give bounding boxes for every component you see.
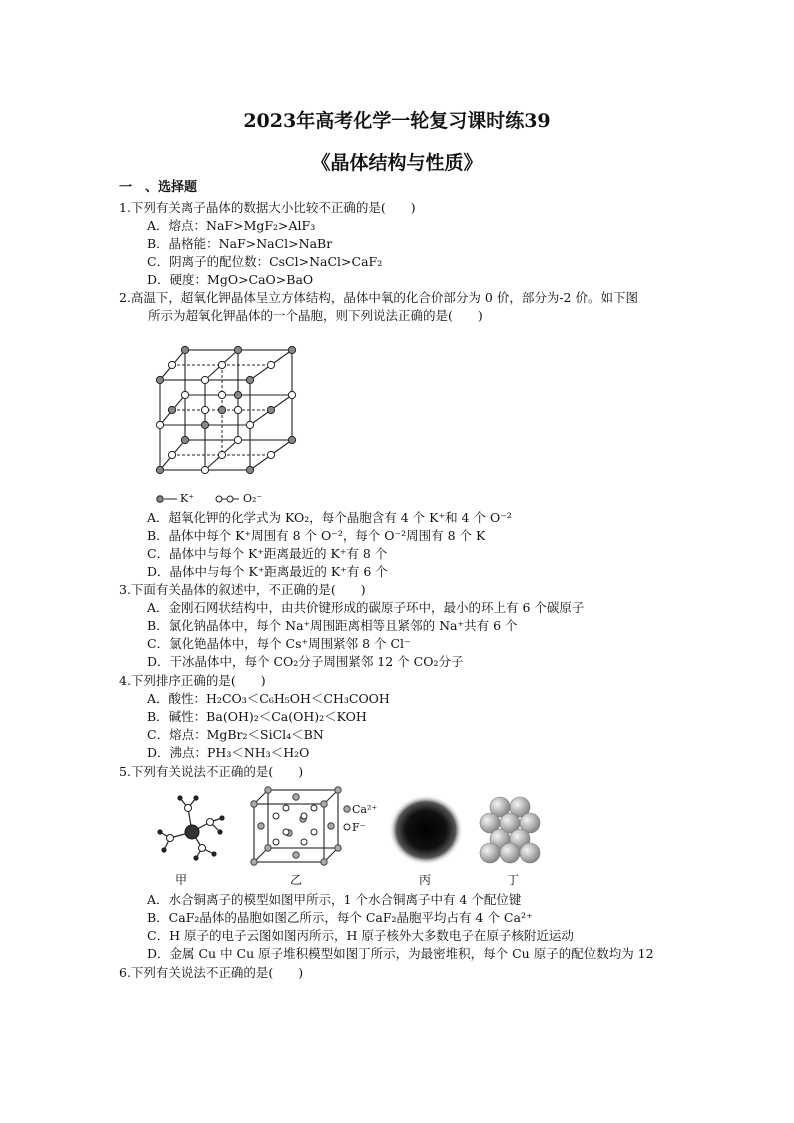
figure-label-ding: 丁 — [507, 873, 520, 887]
question-4-option-c: C．熔点：MgBr₂＜SiCl₄＜BN — [147, 727, 324, 742]
legend-o-label: O₂⁻ — [243, 492, 263, 505]
question-3-stem: 3.下面有关晶体的叙述中，不正确的是( ) — [119, 582, 366, 597]
figure-label-bing: 丙 — [419, 873, 432, 887]
question-3-option-b: B．氯化钠晶体中，每个 Na⁺周围距离相等且紧邻的 Na⁺共有 6 个 — [147, 618, 518, 633]
ko2-legend-symbols — [155, 492, 245, 506]
figure-ding-close-packing — [472, 795, 552, 865]
question-1-stem: 1.下列有关离子晶体的数据大小比较不正确的是( ) — [119, 200, 416, 215]
question-2-option-a: A．超氧化钾的化学式为 KO₂，每个晶胞含有 4 个 K⁺和 4 个 O⁻² — [147, 510, 512, 525]
question-5-option-b: B．CaF₂晶体的晶胞如图乙所示，每个 CaF₂晶胞平均占有 4 个 Ca²⁺ — [147, 910, 533, 925]
legend-f-label: F⁻ — [352, 821, 366, 834]
caf2-legend-symbols — [342, 804, 352, 834]
question-4-option-b: B．碱性：Ba(OH)₂＜Ca(OH)₂＜KOH — [147, 709, 367, 724]
figure-label-yi: 乙 — [290, 873, 303, 887]
page-subtitle: 《晶体结构与性质》 — [311, 152, 483, 174]
question-2-option-c: C．晶体中与每个 K⁺距离最近的 K⁺有 8 个 — [147, 546, 388, 561]
question-4-option-d: D．沸点：PH₃＜NH₃＜H₂O — [147, 745, 310, 760]
section-heading: 一 、选择题 — [119, 180, 198, 195]
question-6-stem: 6.下列有关说法不正确的是( ) — [119, 965, 304, 980]
page-title: 2023年高考化学一轮复习课时练39 — [243, 110, 551, 132]
figure-bing-electron-cloud — [388, 794, 464, 866]
question-2-stem-line2: 所示为超氧化钾晶体的一个晶胞，则下列说法正确的是( ) — [148, 308, 483, 323]
figure-label-jia: 甲 — [175, 873, 188, 887]
question-3-option-a: A．金刚石网状结构中，由共价键形成的碳原子环中，最小的环上有 6 个碳原子 — [147, 600, 585, 615]
question-3-option-c: C．氯化铯晶体中，每个 Cs⁺周围紧邻 8 个 Cl⁻ — [147, 636, 411, 651]
question-5-option-a: A．水合铜离子的模型如图甲所示，1 个水合铜离子中有 4 个配位键 — [147, 892, 522, 907]
question-1-option-b: B．晶格能：NaF>NaCl>NaBr — [147, 236, 333, 251]
question-2-option-b: B．晶体中每个 K⁺周围有 8 个 O⁻²，每个 O⁻²周围有 8 个 K — [147, 528, 486, 543]
question-5-option-c: C．H 原子的电子云图如图丙所示，H 原子核外大多数电子在原子核附近运动 — [147, 928, 574, 943]
question-5-option-d: D．金属 Cu 中 Cu 原子堆积模型如图丁所示，为最密堆积，每个 Cu 原子的配位数均为 12 — [147, 946, 654, 961]
question-2-option-d: D．晶体中与每个 K⁺距离最近的 K⁺有 6 个 — [147, 564, 388, 579]
legend-ca-label: Ca²⁺ — [352, 803, 378, 816]
ko2-unit-cell-figure — [150, 330, 310, 480]
question-4-option-a: A．酸性：H₂CO₃＜C₆H₅OH＜CH₃COOH — [147, 691, 390, 706]
question-4-stem: 4.下列排序正确的是( ) — [119, 673, 266, 688]
question-2-stem-line1: 2.高温下，超氧化钾晶体呈立方体结构，晶体中氧的化合价部分为 0 价，部分为-2 价。如下图 — [119, 290, 638, 305]
figure-jia-hydrated-copper-ion — [150, 790, 235, 865]
question-1-option-d: D．硬度：MgO>CaO>BaO — [147, 272, 314, 287]
question-1-option-c: C．阴离子的配位数：CsCl>NaCl>CaF₂ — [147, 254, 383, 269]
question-5-stem: 5.下列有关说法不正确的是( ) — [119, 764, 304, 779]
question-3-option-d: D．干冰晶体中，每个 CO₂分子周围紧邻 12 个 CO₂分子 — [147, 654, 464, 669]
question-1-option-a: A．熔点：NaF>MgF₂>AlF₃ — [147, 218, 316, 233]
figure-yi-caf2-unit-cell — [248, 786, 343, 866]
legend-k-label: K⁺ — [180, 492, 195, 505]
